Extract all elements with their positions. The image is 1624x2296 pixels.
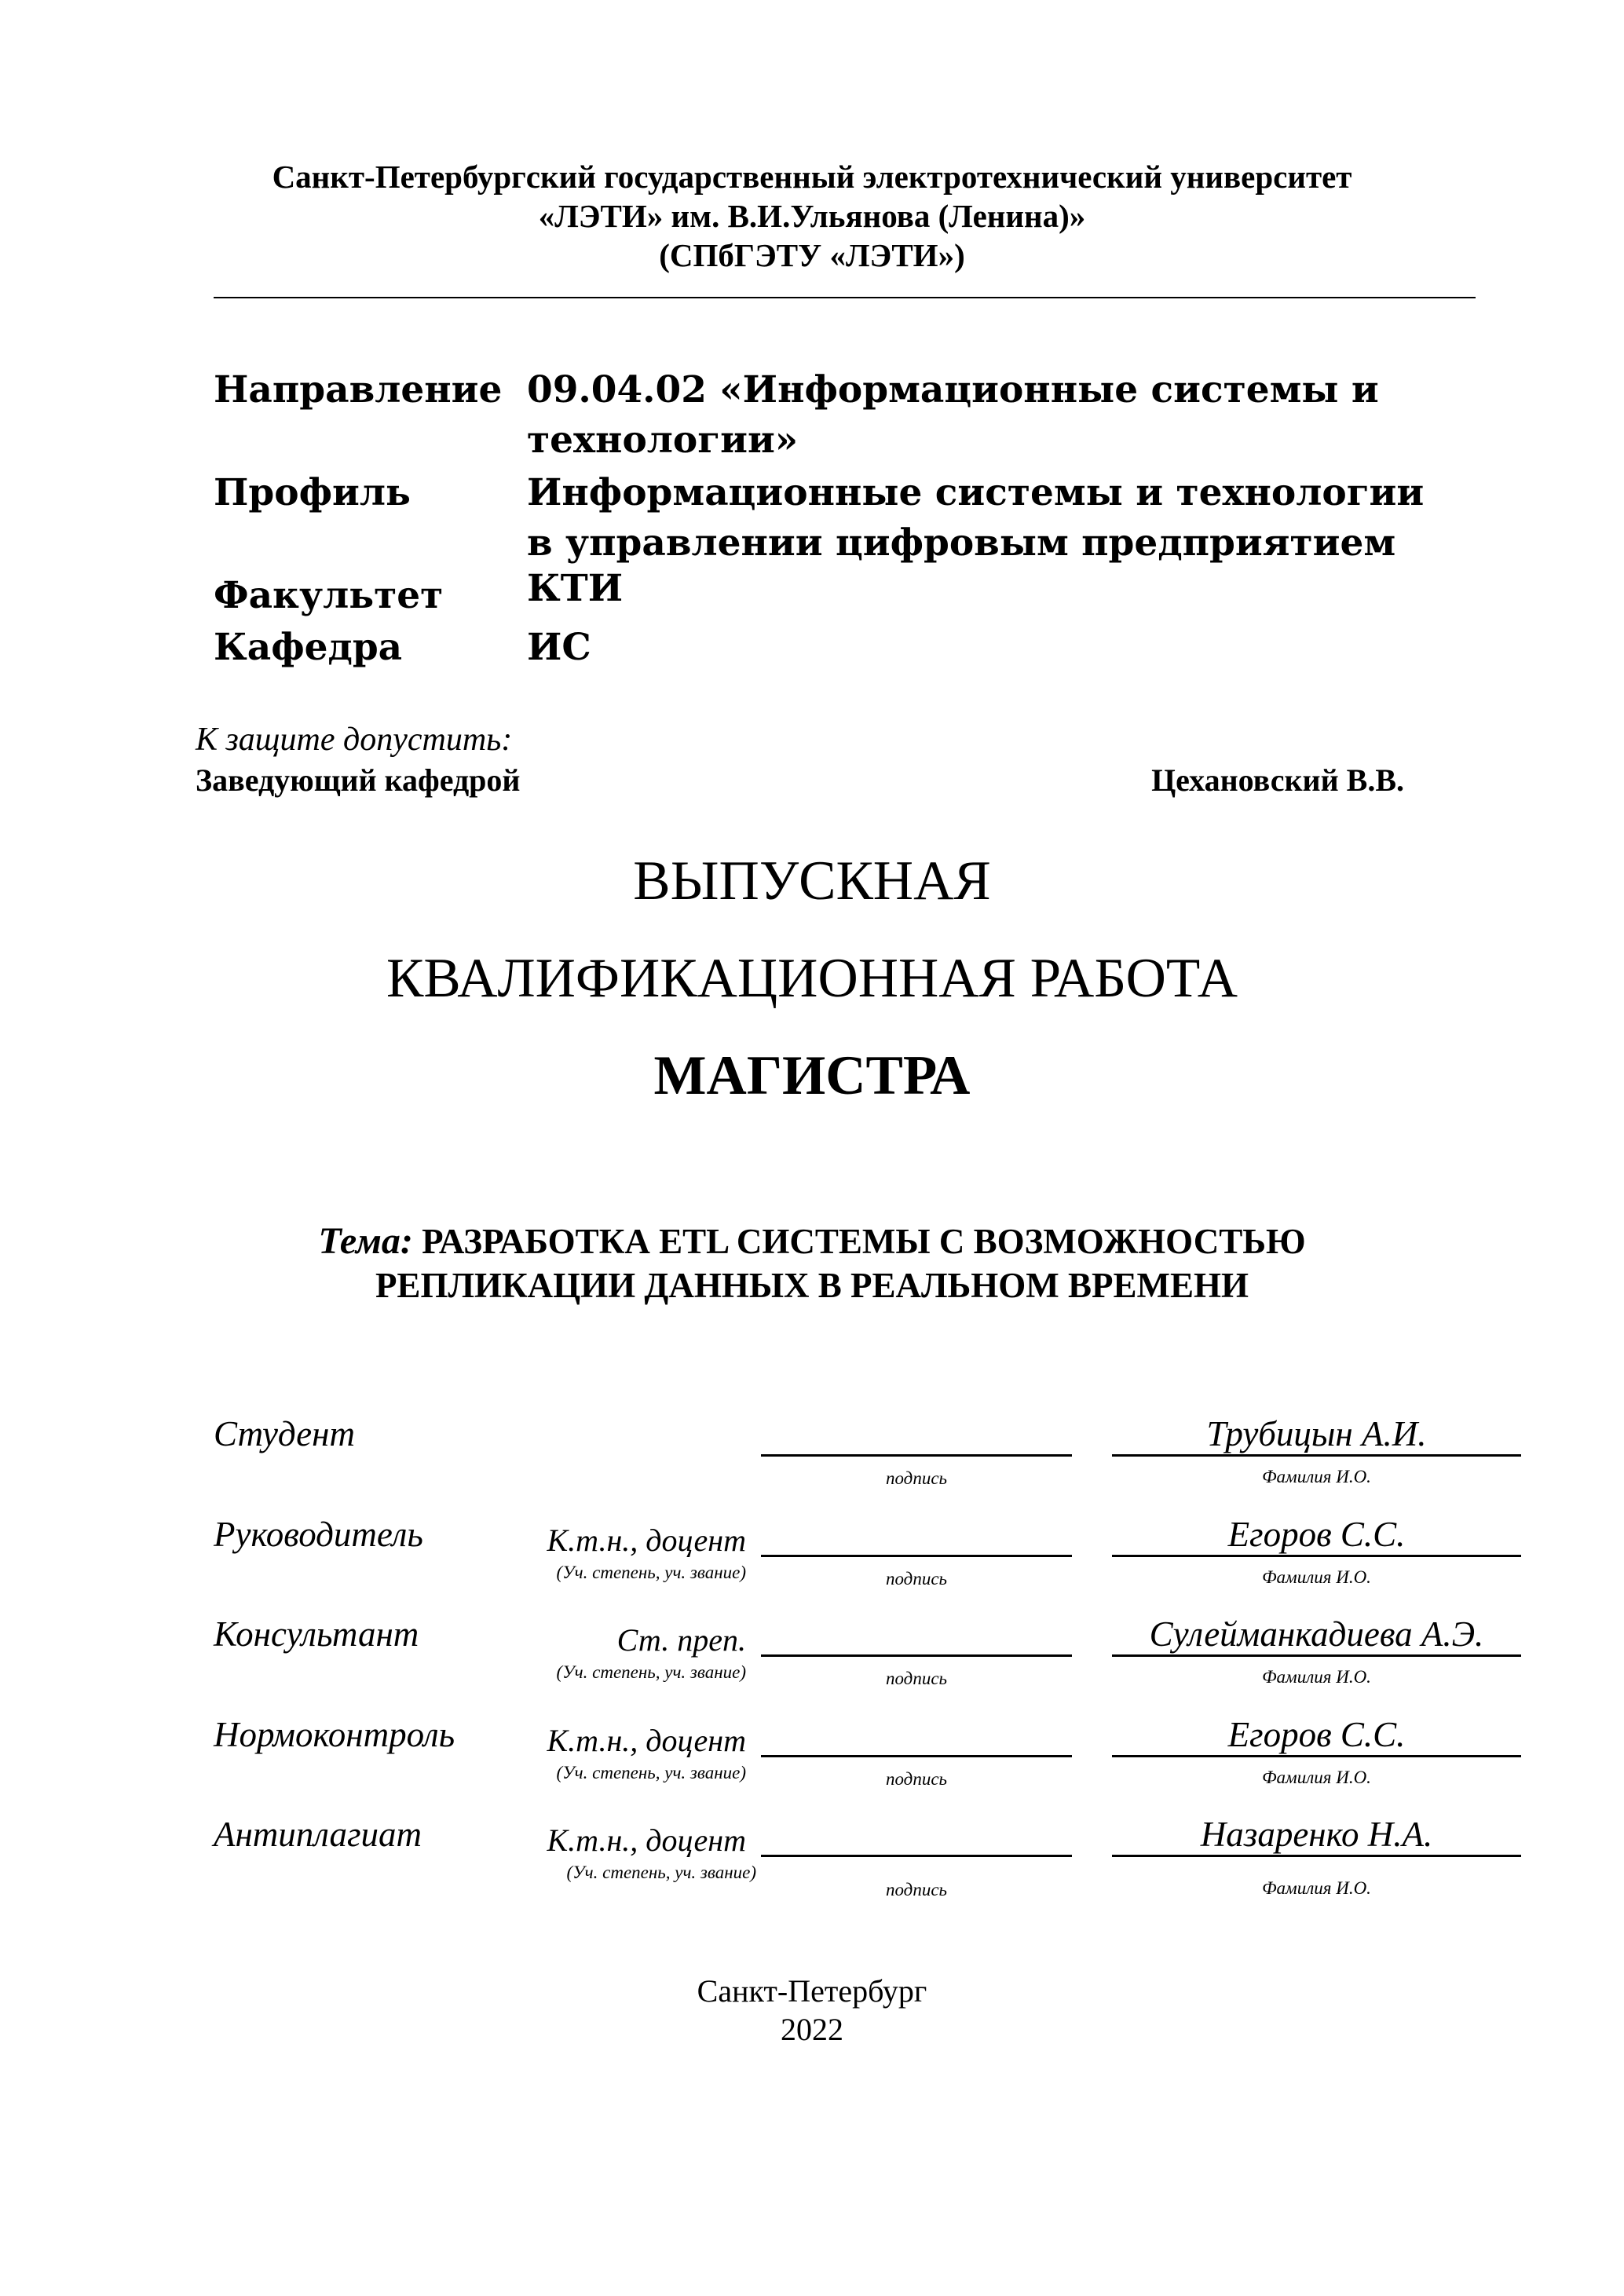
signature-caption: подпись — [885, 1880, 947, 1899]
signature-line — [761, 1855, 1072, 1857]
signature-role: Руководитель — [214, 1515, 423, 1554]
name-caption: Фамилия И.О. — [1262, 1667, 1371, 1687]
profile-value-cont: в управлении цифровым предприятием — [527, 521, 1396, 565]
signature-line — [761, 1454, 1072, 1457]
header-divider — [214, 297, 1476, 298]
head-name: Цехановский В.В. — [1151, 762, 1404, 798]
footer-year: 2022 — [781, 2012, 843, 2047]
direction-label: Направление — [214, 368, 503, 411]
direction-value-cont: технологии» — [527, 419, 799, 462]
signature-degree: К.т.н., доцент — [547, 1723, 746, 1758]
signature-role: Антиплагиат — [214, 1815, 422, 1854]
theme-line1 — [0, 1219, 1624, 1263]
signature-caption: подпись — [885, 1769, 947, 1789]
name-line — [1112, 1855, 1521, 1857]
name-line — [1112, 1454, 1521, 1457]
signature-degree: К.т.н., доцент — [547, 1523, 746, 1558]
signature-degree-note: (Уч. степень, уч. звание) — [556, 1763, 746, 1782]
signature-line — [761, 1555, 1072, 1557]
signature-role: Студент — [214, 1414, 355, 1453]
name-caption: Фамилия И.О. — [1262, 1467, 1371, 1486]
signature-name: Сулейманкадиева А.Э. — [1149, 1614, 1484, 1654]
theme-label: Тема: — [318, 1220, 413, 1262]
signature-line — [761, 1654, 1072, 1657]
title-degree: МАГИСТРА — [653, 1045, 971, 1106]
signature-degree-note: (Уч. степень, уч. звание) — [556, 1563, 746, 1582]
name-line — [1112, 1654, 1521, 1657]
theme-line2: РЕПЛИКАЦИИ ДАННЫХ В РЕАЛЬНОМ ВРЕМЕНИ — [375, 1266, 1249, 1305]
signature-role: Нормоконтроль — [214, 1715, 455, 1754]
signature-name: Назаренко Н.А. — [1200, 1815, 1433, 1854]
profile-label: Профиль — [214, 471, 411, 514]
name-caption: Фамилия И.О. — [1262, 1768, 1371, 1787]
title-line1: ВЫПУСКНАЯ — [633, 850, 991, 912]
signature-caption: подпись — [885, 1569, 947, 1589]
name-line — [1112, 1755, 1521, 1757]
faculty-value: КТИ — [527, 567, 624, 610]
signature-name: Егоров С.С. — [1227, 1715, 1406, 1754]
signature-caption: подпись — [885, 1669, 947, 1688]
signature-degree-note: (Уч. степень, уч. звание) — [566, 1863, 756, 1882]
head-title: Заведующий кафедрой — [196, 762, 521, 798]
faculty-label: Факультет — [214, 574, 444, 617]
footer-city: Санкт-Петербург — [697, 1973, 927, 2009]
signature-caption: подпись — [885, 1468, 947, 1488]
signature-degree-note: (Уч. степень, уч. звание) — [556, 1662, 746, 1682]
department-value: ИС — [527, 626, 591, 669]
theme-text: РАЗРАБОТКА ETL СИСТЕМЫ С ВОЗМОЖНОСТЬЮ — [422, 1222, 1306, 1261]
signature-name: Егоров С.С. — [1227, 1515, 1406, 1554]
direction-value: 09.04.02 «Информационные системы и — [527, 368, 1379, 411]
university-name-line2: «ЛЭТИ» им. В.И.Ульянова (Ленина)» — [538, 198, 1086, 234]
signature-degree: Ст. преп. — [616, 1622, 746, 1658]
name-line — [1112, 1555, 1521, 1557]
signature-degree: К.т.н., доцент — [547, 1823, 746, 1858]
name-caption: Фамилия И.О. — [1262, 1567, 1371, 1587]
profile-value: Информационные системы и технологии — [527, 471, 1425, 514]
title-line2: КВАЛИФИКАЦИОННАЯ РАБОТА — [386, 948, 1238, 1009]
approval-label: К защите допустить: — [196, 722, 513, 758]
signature-role: Консультант — [214, 1614, 419, 1654]
department-label: Кафедра — [214, 626, 403, 669]
signature-line — [761, 1755, 1072, 1757]
university-abbr: (СПбГЭТУ «ЛЭТИ») — [659, 237, 965, 273]
name-caption: Фамилия И.О. — [1262, 1878, 1371, 1898]
signature-name: Трубицын А.И. — [1206, 1414, 1427, 1453]
university-name: Санкт-Петербургский государственный электротехнический университет — [272, 159, 1352, 195]
